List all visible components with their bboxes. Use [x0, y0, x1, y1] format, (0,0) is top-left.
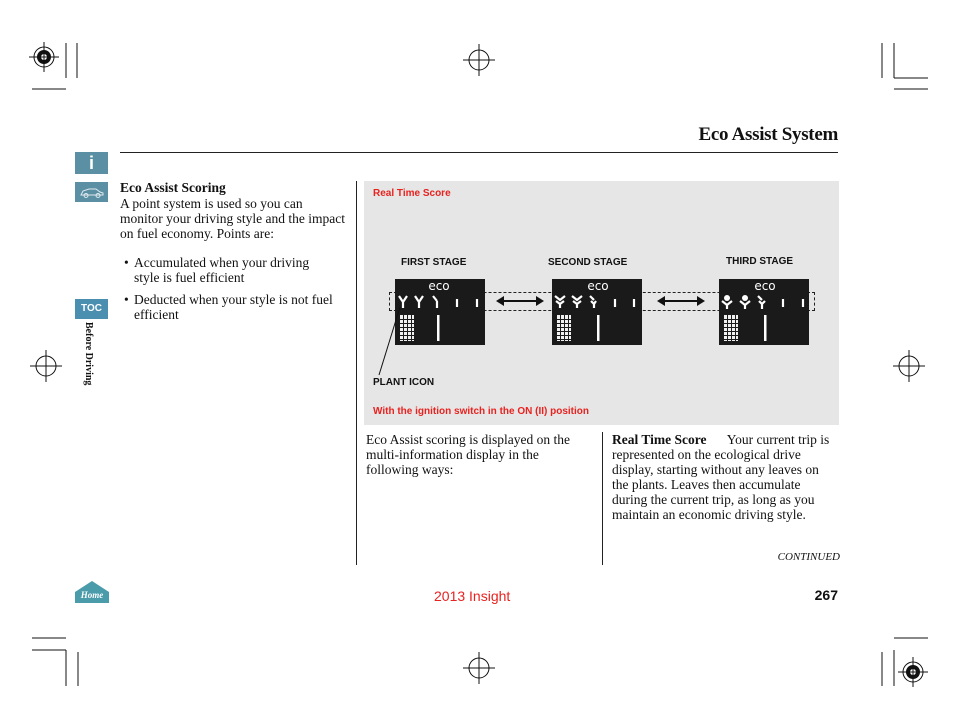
- list-item-text: Accumulated when your driving style is fuel efficient: [134, 255, 310, 285]
- display-description: Eco Assist scoring is displayed on the multi-information display in the following ways:: [366, 432, 570, 477]
- bullet-marker: •: [124, 255, 129, 270]
- section-tab[interactable]: [80, 322, 96, 406]
- stage-label-first: FIRST STAGE: [401, 257, 467, 268]
- column-divider: [356, 181, 357, 565]
- stage-label-second: SECOND STAGE: [548, 257, 628, 268]
- svg-text:eco: eco: [587, 279, 609, 293]
- home-label: Home: [80, 590, 104, 600]
- section-body: A point system is used so you can monitor your driving style and the impact on fuel economy. Points are:: [120, 196, 345, 241]
- plant-icon-leader-line: [375, 305, 405, 377]
- plant-icon-label: PLANT ICON: [373, 377, 435, 388]
- continued-label: CONTINUED: [777, 551, 840, 563]
- section-heading: Eco Assist Scoring: [120, 180, 226, 195]
- eco-display-first-stage: [395, 279, 485, 345]
- list-item: [124, 255, 336, 285]
- real-time-score-heading: Real Time Score: [612, 432, 707, 447]
- toc-button[interactable]: TOC: [75, 299, 108, 319]
- page-title: Eco Assist System: [698, 124, 838, 145]
- svg-text:eco: eco: [754, 279, 776, 293]
- title-rule: [120, 152, 838, 153]
- car-icon[interactable]: [75, 182, 108, 202]
- double-arrow-icon: [495, 294, 545, 308]
- diagram-title: Real Time Score: [373, 188, 451, 199]
- page-number: 267: [814, 587, 838, 603]
- info-icon[interactable]: i: [75, 152, 108, 174]
- column-divider: [602, 432, 603, 565]
- bullet-marker: •: [124, 292, 129, 307]
- stage-label-third: THIRD STAGE: [726, 256, 794, 267]
- car-outline-icon: [75, 182, 108, 202]
- double-arrow-icon: [656, 294, 706, 308]
- diagram-caption: With the ignition switch in the ON (II) position: [373, 406, 589, 417]
- eco-display-third-stage: [719, 279, 809, 345]
- list-item: [124, 292, 336, 322]
- footer-model-link[interactable]: 2013 Insight: [434, 588, 511, 604]
- real-time-score-paragraph: [612, 432, 838, 522]
- section-tab-label: Before Driving: [83, 322, 94, 386]
- svg-text:eco: eco: [428, 279, 450, 293]
- home-icon: [74, 580, 110, 604]
- real-time-score-body: Your current trip is represented on the ecological drive display, starting without any leaves on the plants. Leaves then accumulate during the current trip, as long as you maintain an economic driving style.: [612, 432, 830, 522]
- eco-display-second-stage: [552, 279, 642, 345]
- home-button[interactable]: [74, 580, 110, 604]
- list-item-text: Deducted when your style is not fuel efficient: [134, 292, 333, 322]
